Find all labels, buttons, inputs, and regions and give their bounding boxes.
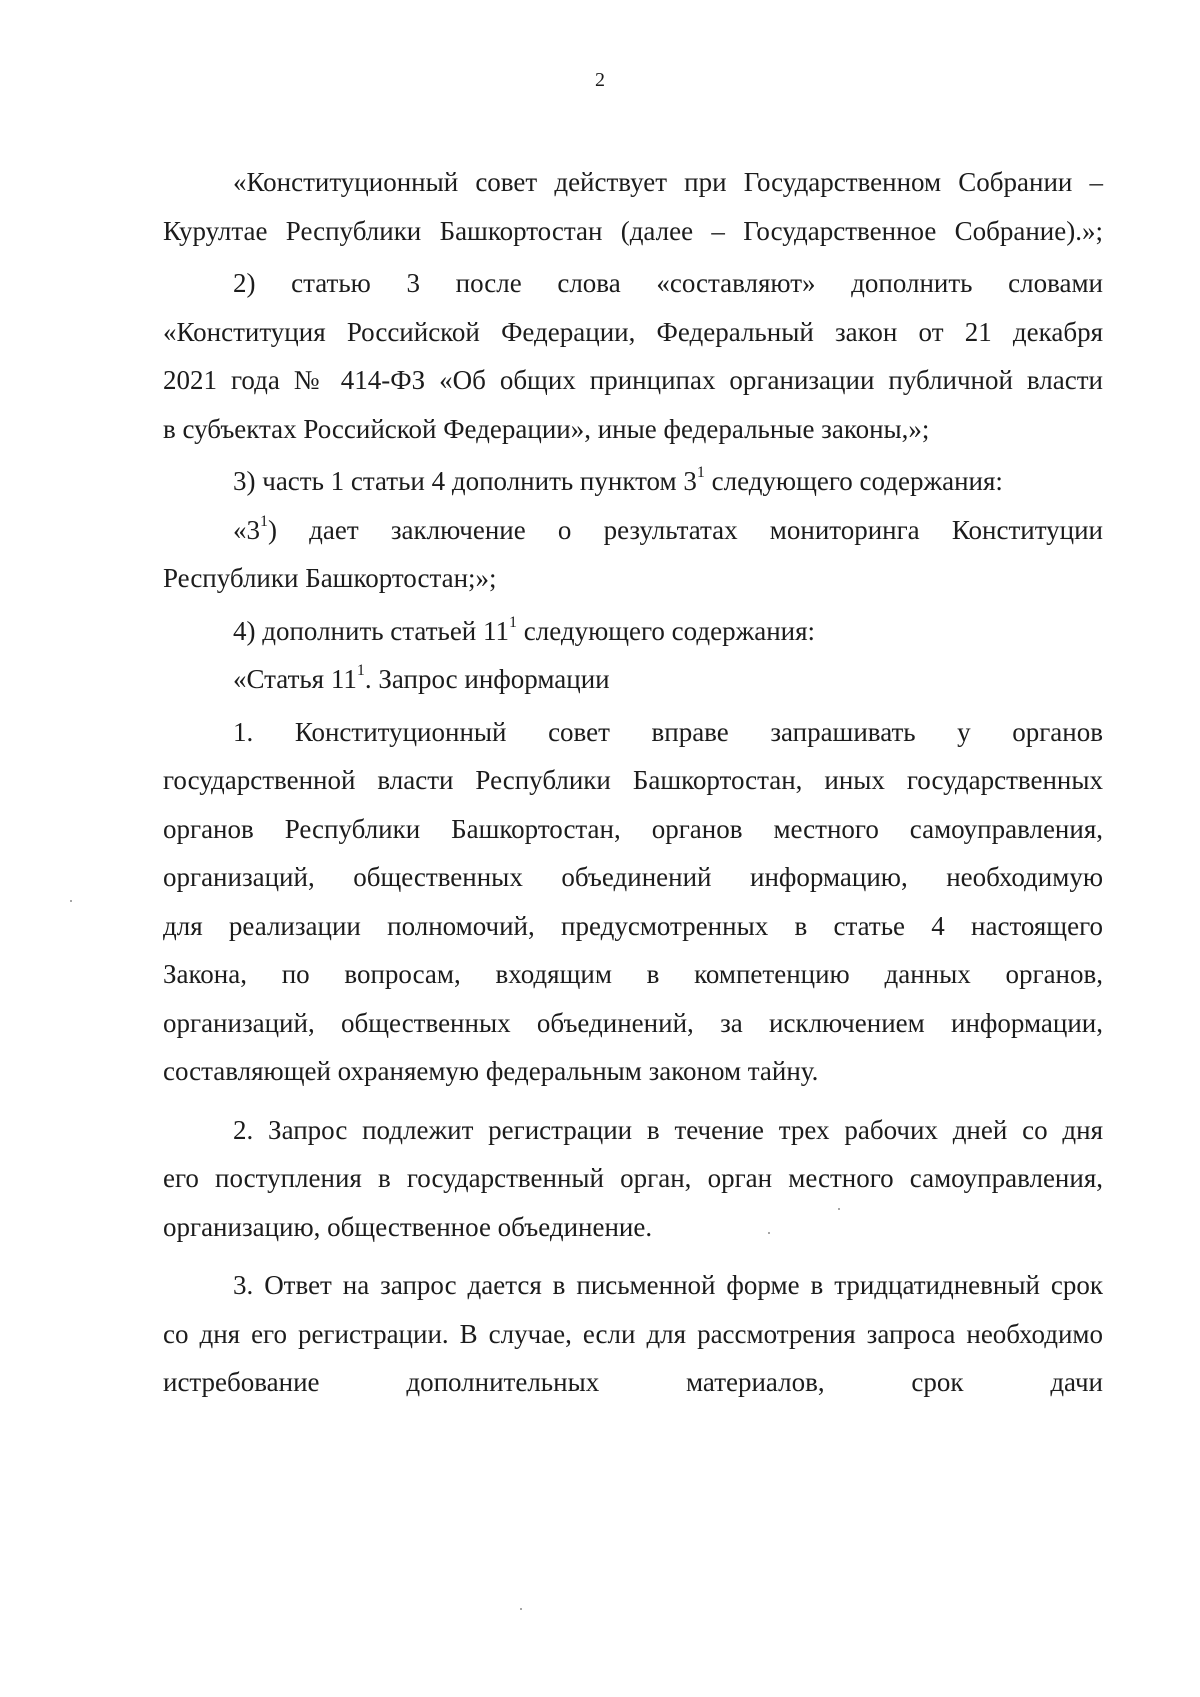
text-line: со дня его регистрации. В случае, если для рассмотрения запроса необходимо (163, 1318, 1103, 1349)
text-line: Республики Башкортостан;»; (163, 563, 497, 593)
scan-speck (768, 1232, 770, 1234)
superscript: 1 (509, 613, 517, 631)
text-fragment: «Статья 11 (233, 664, 357, 694)
text-line: 2021 года № 414-ФЗ «Об общих принципах организации публичной власти (163, 365, 1103, 395)
superscript: 1 (356, 662, 365, 679)
text-fragment: следующего содержания: (517, 615, 816, 646)
text-line: «Конституционный совет действует при Государственном Собрании – (233, 167, 1103, 197)
text-line: организаций, общественных объединений информацию, необходимую (163, 862, 1103, 892)
text-line: организаций, общественных объединений, за исключением информации, (163, 1007, 1103, 1038)
text-line: Курултае Республики Башкортостан (далее – Государственное Собрание).»; (163, 215, 1103, 246)
text-line: для реализации полномочий, предусмотренных в статье 4 настоящего (163, 910, 1103, 941)
text-line: 3. Ответ на запрос дается в письменной форме в тридцатидневный срок (233, 1270, 1103, 1300)
text-line: органов Республики Башкортостан, органов местного самоуправления, (163, 813, 1103, 844)
scan-speck (70, 900, 72, 902)
document-body (163, 158, 1103, 1407)
article-heading (163, 655, 1103, 704)
text-line (163, 457, 1103, 506)
text-line: в субъектах Российской Федерации», иные федеральные законы,»; (163, 413, 930, 444)
scan-speck (838, 1208, 840, 1210)
superscript: 1 (260, 512, 268, 530)
text-line: его поступления в государственный орган, орган местного самоуправления, (163, 1163, 1103, 1193)
text-line: Закона, по вопросам, входящим в компетенцию данных органов, (163, 959, 1103, 989)
text-line: 1. Конституционный совет вправе запрашивать у органов (233, 716, 1103, 747)
text-fragment: ) дает заключение о результатах мониторинга Конституции (268, 514, 1103, 545)
text-line: составляющей охраняемую федеральным законом тайну. (163, 1056, 819, 1086)
text-line (163, 607, 1103, 656)
superscript: 1 (696, 464, 705, 481)
text-line: государственной власти Республики Башкортостан, иных государственных (163, 765, 1103, 795)
text-fragment: следующего содержания: (704, 466, 1003, 496)
page-number: 2 (595, 69, 605, 91)
text-fragment: 3) часть 1 статьи 4 дополнить пунктом 3 (233, 466, 697, 496)
text-fragment: 4) дополнить статьей 11 (233, 615, 509, 646)
text-line: истребование дополнительных материалов, срок дачи (163, 1367, 1103, 1397)
text-fragment: . Запрос информации (364, 664, 610, 694)
scan-speck (520, 1608, 522, 1610)
text-line (163, 506, 1103, 555)
text-fragment: «3 (233, 514, 260, 545)
text-line: 2. Запрос подлежит регистрации в течение трех рабочих дней со дня (233, 1114, 1103, 1145)
text-line: 2) статью 3 после слова «составляют» дополнить словами (233, 268, 1103, 298)
text-line: «Конституция Российской Федерации, Федеральный закон от 21 декабря (163, 316, 1103, 347)
text-line: организацию, общественное объединение. (163, 1211, 653, 1242)
